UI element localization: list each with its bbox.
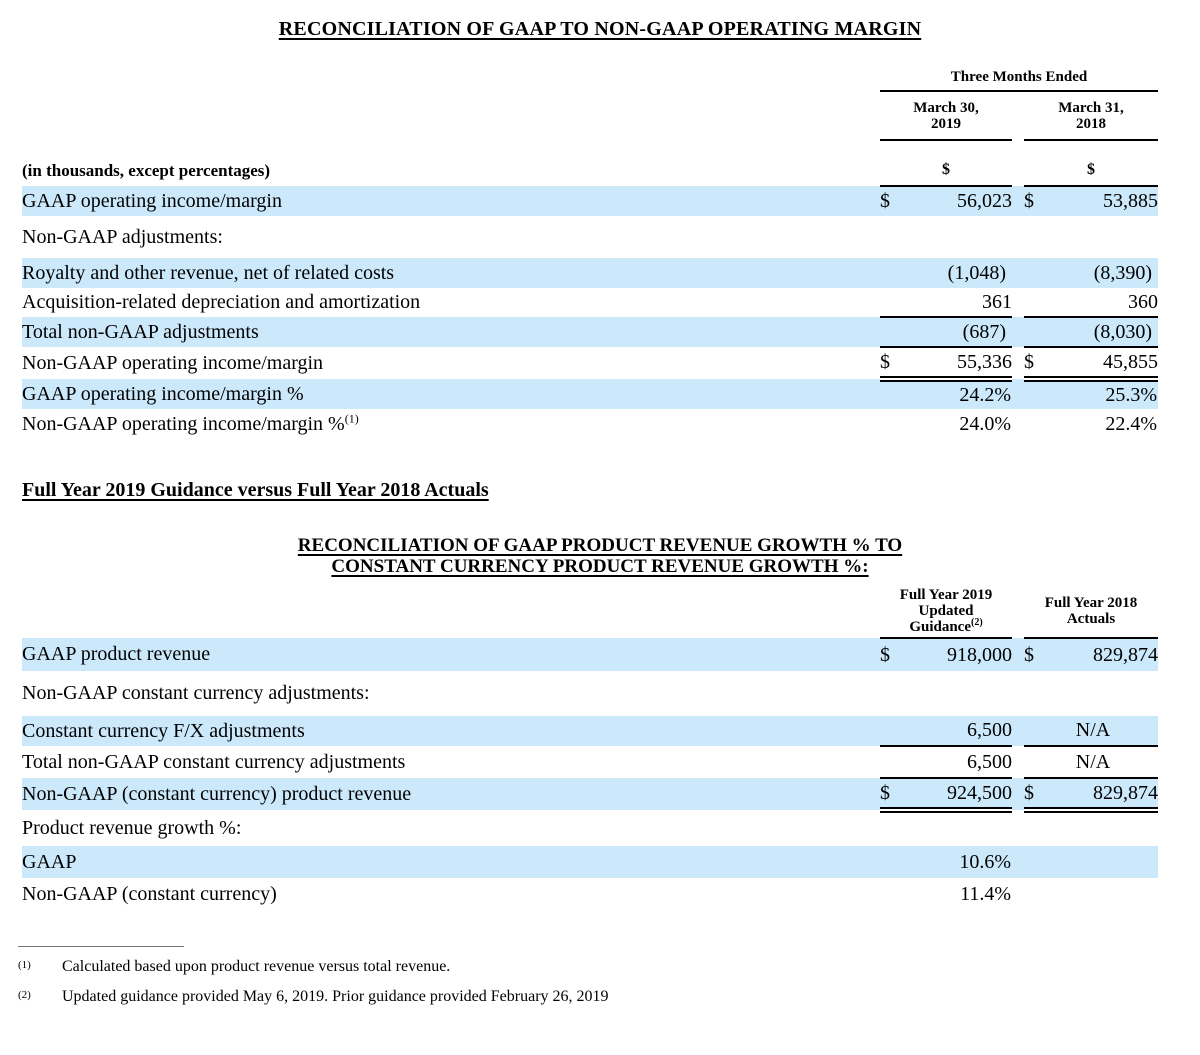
units-row [22,155,1158,186]
value-cell: 6,500 [906,746,1012,778]
column-gap [1012,746,1024,778]
column-header-guidance [880,585,1012,638]
column-gap [1012,638,1024,671]
row-label: Non-GAAP (constant currency) [22,882,277,905]
footnote-2 [18,987,1200,1007]
column-header-line: Full Year 2018 [1044,595,1138,611]
value-cell: 918,000 [906,638,1012,671]
table2-title [0,535,1200,577]
value-cell: 829,874 [1050,638,1158,671]
period-header: Three Months Ended [880,65,1158,91]
empty-cell [1024,846,1050,878]
table-row [22,317,1158,347]
column-gap [1012,155,1024,186]
footnote-reference: (1) [344,410,359,425]
empty-cell [22,585,880,638]
column-gap [1012,810,1024,846]
empty-cell [1050,671,1158,716]
currency-symbol: $ [880,638,906,671]
value-cell: N/A [1050,746,1158,778]
table-row [22,810,1158,846]
value-cell: 829,874 [1050,778,1158,810]
spacer-row [22,140,1158,155]
row-label-text: Non-GAAP operating income/margin % [22,412,345,435]
row-label: Royalty and other revenue, net of related costs [22,258,880,288]
column-gap [1012,186,1024,216]
table-row [22,186,1158,216]
empty-cell [880,810,906,846]
currency-symbol: $ [1024,347,1050,379]
dollar-header: $ [1024,155,1158,186]
table-row [22,716,1158,746]
column-gap [1012,317,1024,347]
value-cell: (1,048) [906,258,1012,288]
empty-cell [1050,810,1158,846]
value-cell: 24.2% [906,379,1012,409]
currency-symbol: $ [1024,638,1050,671]
empty-cell [880,216,906,258]
value-cell: 360 [1128,290,1159,313]
product-revenue-table [22,585,1158,910]
page-title-text: RECONCILIATION OF GAAP TO NON-GAAP OPERATING MARGIN [278,18,922,40]
value-cell: 53,885 [1050,186,1158,216]
footnote-marker: (2) [18,989,31,1001]
empty-cell [22,65,880,91]
empty-cell [880,878,906,910]
empty-cell [880,288,906,317]
section-heading [22,479,1200,502]
column-header-2018 [1024,91,1158,140]
empty-cell [880,716,906,746]
row-label: Acquisition-related depreciation and amortization [22,291,421,313]
table-row [22,671,1158,716]
value-cell: 24.0% [959,412,1011,435]
empty-cell [22,140,1158,155]
empty-cell [880,846,906,878]
period-header-row [22,65,1158,91]
row-label: Non-GAAP adjustments: [22,225,223,248]
empty-cell [1024,288,1050,317]
empty-cell [906,810,1012,846]
units-label: (in thousands, except percentages) [22,160,271,180]
table-row [22,409,1158,439]
value-cell: 361 [982,290,1012,313]
value-cell: 56,023 [906,186,1012,216]
empty-cell [906,671,1012,716]
empty-cell [880,671,906,716]
footnote-divider [18,946,184,947]
value-cell: 45,855 [1050,347,1158,379]
empty-cell [1024,379,1050,409]
value-cell: 924,500 [906,778,1012,810]
value-cell: 25.3% [1050,379,1158,409]
row-label: Non-GAAP (constant currency) product revenue [22,778,880,810]
currency-symbol: $ [1024,778,1050,810]
empty-cell [1024,317,1050,347]
empty-cell [880,746,906,778]
row-label: Total non-GAAP constant currency adjustments [22,750,406,773]
empty-cell [880,258,906,288]
row-label: Product revenue growth %: [22,816,242,839]
empty-cell [1024,746,1050,778]
column-gap [1012,778,1024,810]
column-gap [1012,878,1024,910]
value-cell: 22.4% [1105,412,1158,435]
row-label: Non-GAAP operating income/margin [22,351,324,374]
column-header-line: Full Year 2019 [899,587,993,603]
table2-title-line2: CONSTANT CURRENCY PRODUCT REVENUE GROWTH %: [331,556,869,577]
column-gap [1012,288,1024,317]
table-row [22,846,1158,878]
footnote-text: Calculated based upon product revenue versus total revenue. [62,958,451,975]
column-header-line: Updated [918,603,974,619]
column-header-line: 2018 [1076,115,1106,132]
empty-cell [880,379,906,409]
page-title [0,18,1200,41]
row-label: GAAP product revenue [22,638,880,671]
value-cell: 10.6% [906,846,1012,878]
value-cell: 6,500 [906,716,1012,746]
table-row [22,347,1158,379]
column-gap [1012,258,1024,288]
value-cell: (8,390) [1050,258,1158,288]
column-gap [1012,379,1024,409]
value-cell: 55,336 [906,347,1012,379]
column-header-line: Actuals [1066,611,1116,627]
currency-symbol: $ [880,347,906,379]
empty-cell [1050,846,1158,878]
dollar-header: $ [880,155,1012,186]
table-row [22,778,1158,810]
table-row [22,379,1158,409]
empty-cell [1024,716,1050,746]
value-cell: (8,030) [1050,317,1158,347]
empty-cell [1024,671,1050,716]
section-heading-text: Full Year 2019 Guidance versus Full Year 2018 Actuals [22,479,489,501]
table-row [22,638,1158,671]
table2-title-line1: RECONCILIATION OF GAAP PRODUCT REVENUE GROWTH % TO [297,535,903,556]
row-label: GAAP operating income/margin [22,186,880,216]
empty-cell [1050,878,1158,910]
table-row [22,746,1158,778]
currency-symbol: $ [880,186,906,216]
row-label [22,409,880,439]
row-label: GAAP operating income/margin % [22,379,880,409]
column-gap [1012,91,1024,140]
empty-cell [1024,258,1050,288]
footnote-marker: (1) [18,959,31,971]
column-header-row [22,585,1158,638]
table-row [22,216,1158,258]
empty-cell [880,317,906,347]
table-row [22,258,1158,288]
value-cell: N/A [1050,716,1158,746]
column-gap [1012,846,1024,878]
column-gap [1012,347,1024,379]
column-gap [1012,671,1024,716]
row-label: Constant currency F/X adjustments [22,716,880,746]
table-row [22,288,1158,317]
row-label: GAAP [22,846,880,878]
currency-symbol: $ [1024,186,1050,216]
empty-cell [1024,409,1050,439]
footnote-reference: (2) [971,617,983,628]
column-header-line: March 30, [913,99,979,116]
empty-cell [906,216,1012,258]
operating-margin-table [22,65,1158,439]
footnote-text: Updated guidance provided May 6, 2019. Prior guidance provided February 26, 2019 [62,988,609,1005]
column-header-line: 2019 [931,115,961,132]
column-gap [1012,716,1024,746]
empty-cell [880,409,906,439]
column-header-row [22,91,1158,140]
empty-cell [1024,810,1050,846]
column-gap [1012,409,1024,439]
row-label: Total non-GAAP adjustments [22,317,880,347]
value-cell: 11.4% [960,882,1011,905]
column-header-2019 [880,91,1012,140]
empty-cell [1024,878,1050,910]
column-header-actuals [1024,585,1158,638]
row-label: Non-GAAP constant currency adjustments: [22,682,370,704]
column-gap [1012,585,1024,638]
currency-symbol: $ [880,778,906,810]
column-gap [1012,216,1024,258]
footnote-1 [18,957,1200,977]
empty-cell [22,91,880,140]
empty-cell [1050,216,1158,258]
value-cell: (687) [906,317,1012,347]
document-page [0,18,1200,1055]
column-header-line: March 31, [1058,99,1124,116]
table-row [22,878,1158,910]
empty-cell [1024,216,1050,258]
column-header-line: Guidance [909,619,971,635]
